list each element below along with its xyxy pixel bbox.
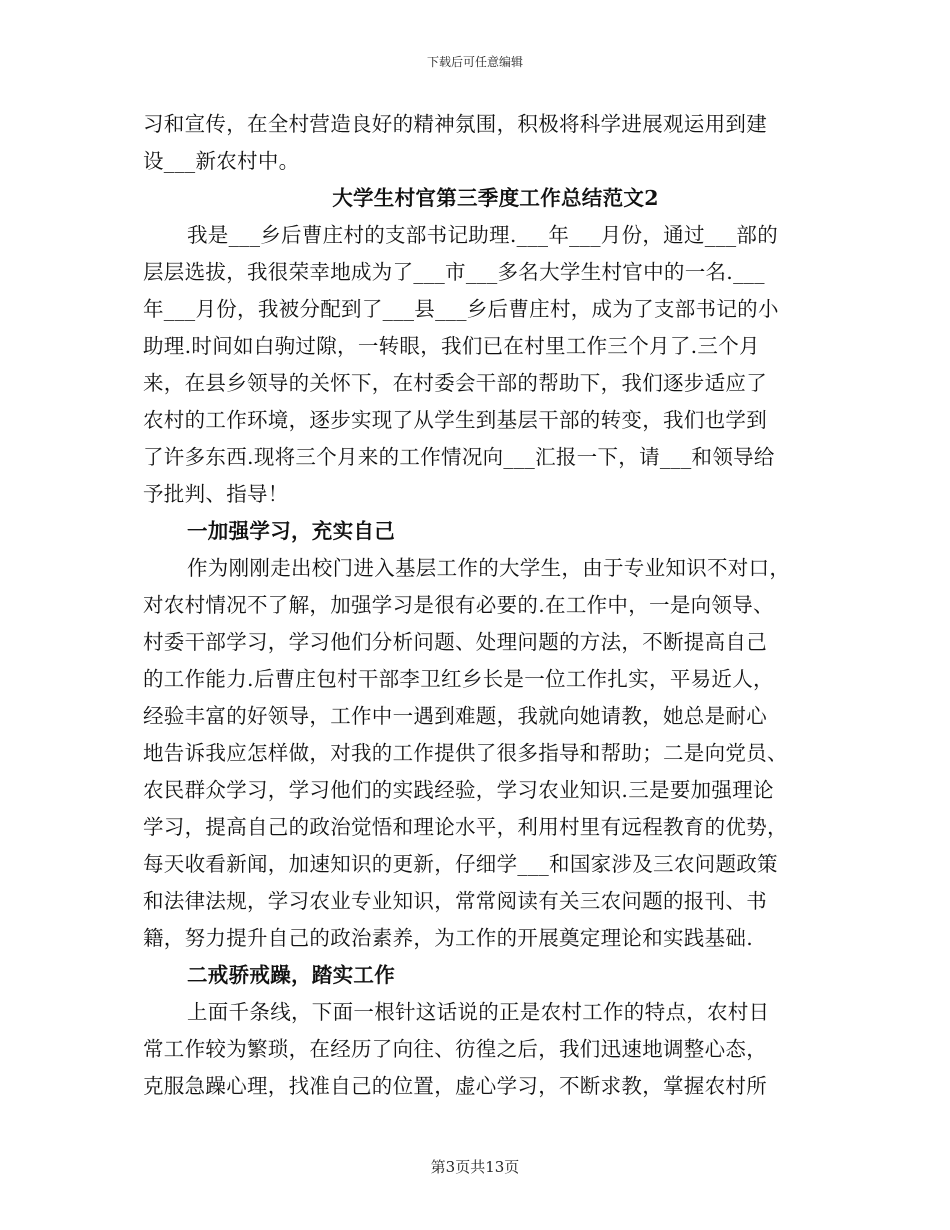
body-line: 和法律法规，学习农业专业知识，常常阅读有关三农问题的报刊、书 (143, 889, 767, 913)
body-line: 对农村情况不了解，加强学习是很有必要的.在工作中，一是向领导、 (143, 593, 774, 617)
body-line: 村委干部学习，学习他们分析问题、处理问题的方法，不断提高自己 (143, 630, 767, 654)
body-line: 来，在县乡领导的关怀下，在村委会干部的帮助下，我们逐步适应了 (143, 371, 767, 395)
body-line: 设___新农村中。 (143, 149, 300, 173)
page-header: 下载后可任意编辑 (426, 55, 523, 69)
document-body (143, 106, 808, 1105)
body-line: 籍，努力提升自己的政治素养，为工作的开展奠定理论和实践基础. (143, 926, 754, 950)
paragraph-first-line: 我是___乡后曹庄村的支部书记助理.___年___月份，通过___部的 (187, 223, 779, 247)
body-line: 层层选拔，我很荣幸地成为了___市___多名大学生村官中的一名.___ (143, 260, 765, 284)
body-line: 助理.时间如白驹过隙，一转眼，我们已在村里工作三个月了.三个月 (143, 334, 760, 358)
body-line: 每天收看新闻，加速知识的更新，仔细学___和国家涉及三农问题政策 (143, 852, 778, 876)
page-footer: 第3页共13页 (430, 1158, 520, 1176)
body-line: 予批判、指导！ (143, 482, 289, 506)
subsection-heading: 一加强学习，充实自己 (187, 519, 395, 543)
body-line: 农民群众学习，学习他们的实践经验，学习农业知识.三是要加强理论 (143, 778, 774, 802)
body-line: 农村的工作环境，逐步实现了从学生到基层干部的转变，我们也学到 (143, 408, 767, 432)
paragraph-first-line: 作为刚刚走出校门进入基层工作的大学生，由于专业知识不对口， (187, 556, 791, 580)
body-line: 地告诉我应怎样做，对我的工作提供了很多指导和帮助；二是向党员、 (143, 741, 788, 765)
body-line: 克服急躁心理，找准自己的位置，虚心学习，不断求教，掌握农村所 (143, 1074, 767, 1098)
subsection-heading: 二戒骄戒躁，踏实工作 (187, 963, 395, 987)
body-line: 了许多东西.现将三个月来的工作情况向___汇报一下，请___和领导给 (143, 445, 775, 469)
section-title: 大学生村官第三季度工作总结范文2 (332, 186, 659, 210)
body-line: 学习，提高自己的政治觉悟和理论水平，利用村里有远程教育的优势， (143, 815, 788, 839)
body-line: 经验丰富的好领导，工作中一遇到难题，我就向她请教，她总是耐心 (143, 704, 767, 728)
paragraph-first-line: 上面千条线，下面一根针这话说的正是农村工作的特点，农村日 (187, 1000, 770, 1024)
body-line: 习和宣传，在全村营造良好的精神氛围，积极将科学进展观运用到建 (143, 112, 767, 136)
body-line: 的工作能力.后曹庄包村干部李卫红乡长是一位工作扎实，平易近人， (143, 667, 774, 691)
body-line: 年___月份，我被分配到了___县___乡后曹庄村，成为了支部书记的小 (143, 297, 779, 321)
body-line: 常工作较为繁琐，在经历了向往、彷徨之后，我们迅速地调整心态， (143, 1037, 767, 1061)
